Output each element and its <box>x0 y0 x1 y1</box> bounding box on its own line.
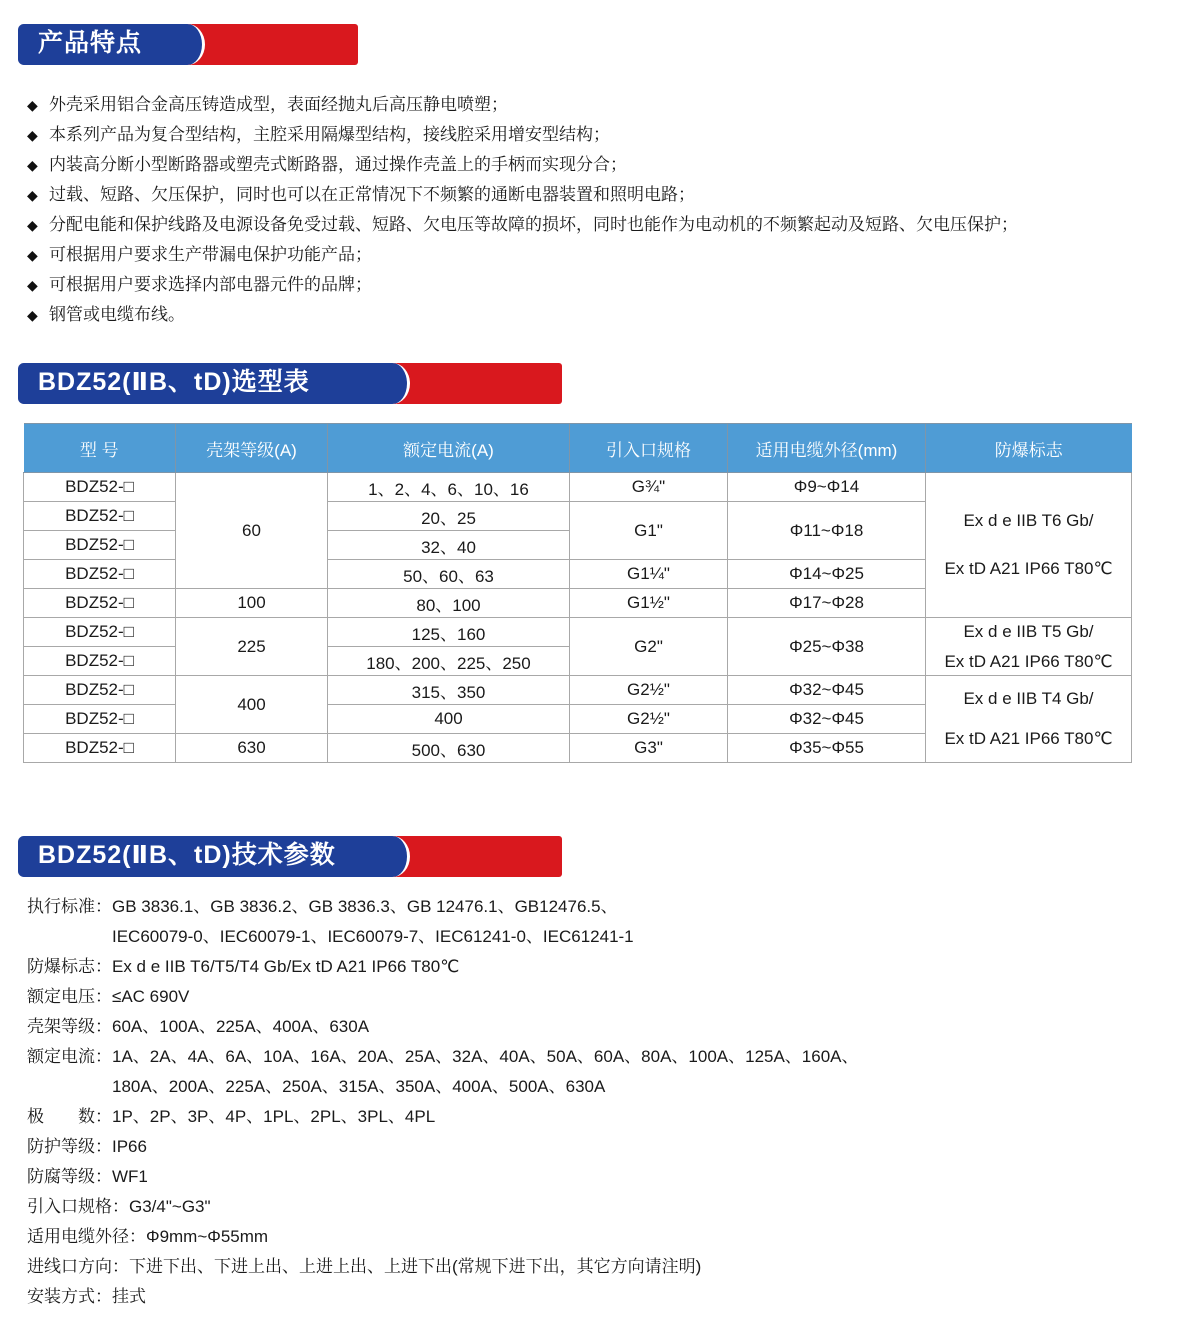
param-value-line: 1A、2A、4A、6A、10A、16A、20A、25A、32A、40A、50A、60A、80A、100A、125A、160A、 <box>112 1047 859 1066</box>
param-value: 下进下出、下进上出、上进上出、上进下出(常规下进下出，其它方向请注明) <box>129 1257 702 1276</box>
ex-mark-line: Ex d e IIB T4 Gb/ <box>963 689 1094 708</box>
selection-banner <box>18 363 562 404</box>
rated-current-cell: 400 <box>328 705 570 734</box>
inlet-spec-cell: G2½" <box>570 676 728 705</box>
frame-cell: 400 <box>176 676 328 734</box>
model-cell: BDZ52-□ <box>24 734 176 763</box>
param-value: 挂式 <box>112 1287 146 1306</box>
rated-current-cell: 125、160 <box>328 618 570 647</box>
model-cell: BDZ52-□ <box>24 647 176 676</box>
param-row <box>27 1192 1200 1222</box>
param-label: 安装方式： <box>27 1287 112 1306</box>
rated-current-cell: 1、2、4、6、10、16 <box>328 473 570 502</box>
frame-cell: 630 <box>176 734 328 763</box>
feature-item <box>27 180 1200 210</box>
tech-section-title: BDZ52(ⅡB、tD)技术参数 <box>18 836 410 877</box>
feature-item <box>27 210 1200 240</box>
model-cell: BDZ52-□ <box>24 531 176 560</box>
param-label: 壳架等级： <box>27 1017 112 1036</box>
param-value: Φ9mm~Φ55mm <box>146 1227 269 1246</box>
cable-od-cell: Φ35~Φ55 <box>728 734 926 763</box>
param-label: 进线口方向： <box>27 1257 129 1276</box>
ex-mark-cell <box>926 618 1132 676</box>
ex-mark-line: Ex tD A21 IP66 T80℃ <box>944 729 1113 748</box>
param-value: 60A、100A、225A、400A、630A <box>112 1017 370 1036</box>
feature-item <box>27 120 1200 150</box>
feature-text: 本系列产品为复合型结构，主腔采用隔爆型结构，接线腔采用增安型结构； <box>49 125 610 144</box>
param-value: WF1 <box>112 1167 148 1186</box>
param-value <box>112 892 634 952</box>
param-value: 1P、2P、3P、4P、1PL、2PL、3PL、4PL <box>112 1107 436 1126</box>
diamond-bullet-icon: ◆ <box>27 307 38 323</box>
diamond-bullet-icon: ◆ <box>27 217 38 233</box>
param-row <box>27 1042 1200 1102</box>
rated-current-cell: 315、350 <box>328 676 570 705</box>
rated-current-cell: 180、200、225、250 <box>328 647 570 676</box>
feature-text: 外壳采用铝合金高压铸造成型，表面经抛丸后高压静电喷塑； <box>49 95 508 114</box>
selection-section-title: BDZ52(ⅡB、tD)选型表 <box>18 363 410 404</box>
inlet-spec-cell: G2" <box>570 618 728 676</box>
rated-current-cell: 500、630 <box>328 734 570 763</box>
ex-mark-line: Ex tD A21 IP66 T80℃ <box>944 651 1113 671</box>
ex-mark-line: Ex d e IIB T5 Gb/ <box>963 621 1094 641</box>
header-cell-cable-od: 适用电缆外径(mm) <box>728 424 926 473</box>
param-row <box>27 1162 1200 1192</box>
inlet-spec-cell: G¾" <box>570 473 728 502</box>
frame-cell: 225 <box>176 618 328 676</box>
param-label: 引入口规格： <box>27 1197 129 1216</box>
inlet-spec-cell: G1½" <box>570 589 728 618</box>
feature-item <box>27 300 1200 330</box>
model-cell: BDZ52-□ <box>24 676 176 705</box>
rated-current-cell: 32、40 <box>328 531 570 560</box>
ex-mark-line: Ex d e IIB T6 Gb/ <box>963 511 1094 530</box>
param-value <box>112 1042 859 1102</box>
param-label: 防护等级： <box>27 1137 112 1156</box>
cable-od-cell: Φ32~Φ45 <box>728 705 926 734</box>
param-row <box>27 952 1200 982</box>
features-section-title: 产品特点 <box>18 24 205 65</box>
inlet-spec-cell: G1" <box>570 502 728 560</box>
param-value: Ex d e IIB T6/T5/T4 Gb/Ex tD A21 IP66 T80℃ <box>112 957 460 976</box>
ex-mark-line: Ex tD A21 IP66 T80℃ <box>944 559 1113 578</box>
feature-item <box>27 90 1200 120</box>
frame-cell: 100 <box>176 589 328 618</box>
model-cell: BDZ52-□ <box>24 473 176 502</box>
diamond-bullet-icon: ◆ <box>27 127 38 143</box>
inlet-spec-cell: G3" <box>570 734 728 763</box>
cable-od-cell: Φ25~Φ38 <box>728 618 926 676</box>
param-value-line: IEC60079-0、IEC60079-1、IEC60079-7、IEC61241-0、IEC61241-1 <box>112 927 634 946</box>
inlet-spec-cell: G1¼" <box>570 560 728 589</box>
inlet-spec-cell: G2½" <box>570 705 728 734</box>
diamond-bullet-icon: ◆ <box>27 157 38 173</box>
param-label: 防腐等级： <box>27 1167 112 1186</box>
header-cell-rated-current: 额定电流(A) <box>328 424 570 473</box>
diamond-bullet-icon: ◆ <box>27 97 38 113</box>
feature-text: 过载、短路、欠压保护，同时也可以在正常情况下不频繁的通断电器装置和照明电路； <box>49 185 695 204</box>
features-list <box>27 90 1200 330</box>
param-row <box>27 892 1200 952</box>
param-row <box>27 982 1200 1012</box>
frame-cell: 60 <box>176 473 328 589</box>
table-row <box>24 618 1132 647</box>
param-label: 防爆标志： <box>27 957 112 976</box>
param-value: ≤AC 690V <box>112 987 190 1006</box>
param-label: 极 数： <box>27 1107 112 1126</box>
rated-current-cell: 80、100 <box>328 589 570 618</box>
header-cell-inlet-spec: 引入口规格 <box>570 424 728 473</box>
feature-item <box>27 270 1200 300</box>
rated-current-cell: 20、25 <box>328 502 570 531</box>
param-row <box>27 1012 1200 1042</box>
model-cell: BDZ52-□ <box>24 705 176 734</box>
diamond-bullet-icon: ◆ <box>27 277 38 293</box>
model-cell: BDZ52-□ <box>24 618 176 647</box>
cable-od-cell: Φ14~Φ25 <box>728 560 926 589</box>
feature-text: 分配电能和保护线路及电源设备免受过载、短路、欠电压等故障的损坏，同时也能作为电动机的不频繁起动及短路、欠电压保护； <box>49 215 1018 234</box>
param-row <box>27 1222 1200 1252</box>
header-cell-model: 型 号 <box>24 424 176 473</box>
tech-params <box>27 892 1200 1312</box>
rated-current-cell: 50、60、63 <box>328 560 570 589</box>
ex-mark-cell <box>926 676 1132 763</box>
model-cell: BDZ52-□ <box>24 589 176 618</box>
param-row <box>27 1252 1200 1282</box>
param-value: IP66 <box>112 1137 147 1156</box>
param-value-line: GB 3836.1、GB 3836.2、GB 3836.3、GB 12476.1、GB12476.5、 <box>112 897 618 916</box>
table-row <box>24 473 1132 502</box>
header-cell-frame: 壳架等级(A) <box>176 424 328 473</box>
diamond-bullet-icon: ◆ <box>27 247 38 263</box>
feature-text: 可根据用户要求选择内部电器元件的品牌； <box>49 275 372 294</box>
ex-mark-cell <box>926 473 1132 618</box>
param-value: G3/4"~G3" <box>129 1197 211 1216</box>
param-label: 执行标准： <box>27 897 112 916</box>
param-row <box>27 1132 1200 1162</box>
model-cell: BDZ52-□ <box>24 502 176 531</box>
param-label: 额定电流： <box>27 1047 112 1066</box>
table-header-row <box>24 424 1132 473</box>
param-label: 额定电压： <box>27 987 112 1006</box>
param-label: 适用电缆外径： <box>27 1227 146 1246</box>
diamond-bullet-icon: ◆ <box>27 187 38 203</box>
feature-item <box>27 150 1200 180</box>
cable-od-cell: Φ17~Φ28 <box>728 589 926 618</box>
selection-table <box>23 423 1132 763</box>
tech-banner <box>18 836 562 877</box>
feature-text: 钢管或电缆布线。 <box>49 305 185 324</box>
cable-od-cell: Φ11~Φ18 <box>728 502 926 560</box>
feature-text: 可根据用户要求生产带漏电保护功能产品； <box>49 245 372 264</box>
features-banner <box>18 24 358 65</box>
cable-od-cell: Φ32~Φ45 <box>728 676 926 705</box>
param-value-line: 180A、200A、225A、250A、315A、350A、400A、500A、630A <box>112 1077 606 1096</box>
model-cell: BDZ52-□ <box>24 560 176 589</box>
param-row <box>27 1102 1200 1132</box>
feature-item <box>27 240 1200 270</box>
feature-text: 内装高分断小型断路器或塑壳式断路器，通过操作壳盖上的手柄而实现分合； <box>49 155 627 174</box>
cable-od-cell: Φ9~Φ14 <box>728 473 926 502</box>
table-row <box>24 676 1132 705</box>
param-row <box>27 1282 1200 1312</box>
header-cell-ex-mark: 防爆标志 <box>926 424 1132 473</box>
